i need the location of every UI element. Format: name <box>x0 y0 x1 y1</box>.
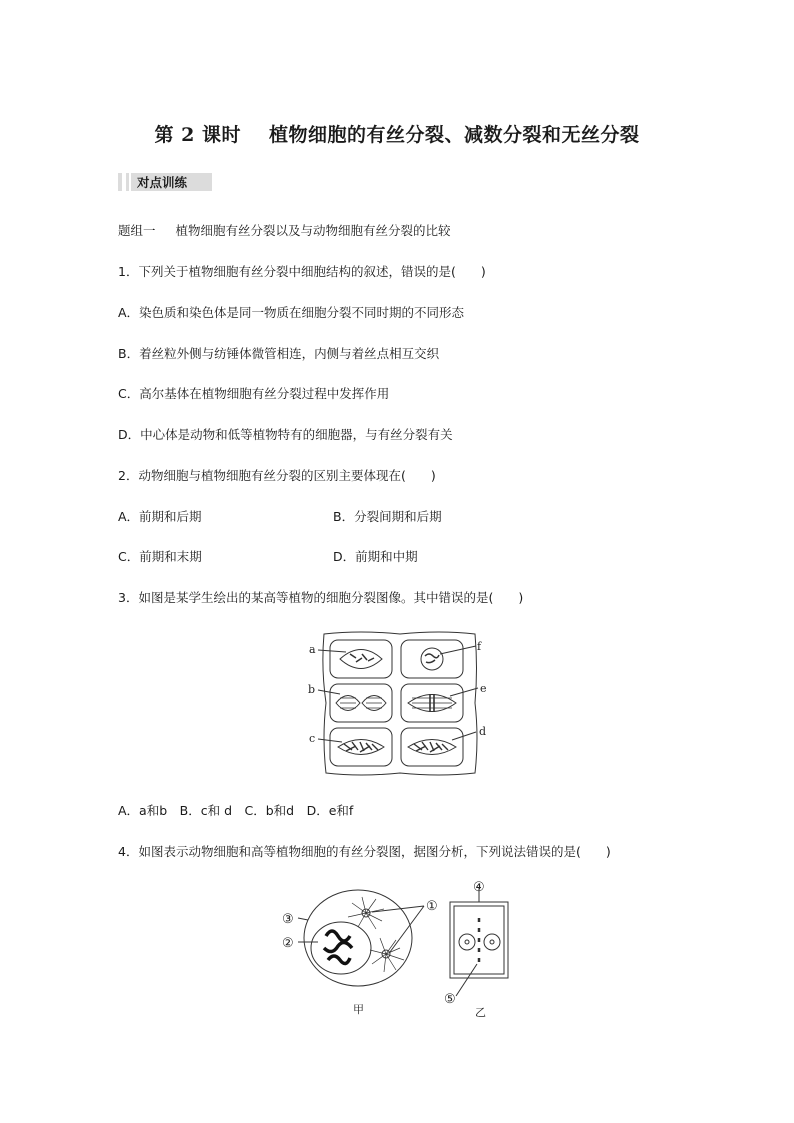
lesson-number: 第 2 课时 <box>154 124 241 146</box>
tissue-outline <box>323 632 477 775</box>
caption-yi: 乙 <box>475 1006 486 1019</box>
label-5: ⑤ <box>444 992 456 1007</box>
leader-1 <box>372 906 424 952</box>
chromosomes-a <box>350 654 374 662</box>
nucleolus-left <box>465 940 469 944</box>
animal-cell-membrane <box>304 890 412 986</box>
q4-cell-figure <box>278 878 528 1023</box>
leader-5 <box>456 964 477 996</box>
cell-c <box>330 728 392 766</box>
label-4: ④ <box>473 880 485 895</box>
q4-stem: 4．如图表示动物细胞和高等植物细胞的有丝分裂图，据图分析，下列说法错误的是( ) <box>118 844 611 859</box>
tag-stripe <box>122 173 126 191</box>
tag-stripe <box>129 173 131 191</box>
q3-stem: 3．如图是某学生绘出的某高等植物的细胞分裂图像。其中错误的是( ) <box>118 590 524 605</box>
q1-option-d: D．中心体是动物和低等植物特有的细胞器，与有丝分裂有关 <box>118 427 453 442</box>
label-a: a <box>309 643 316 656</box>
q2-option-a: A．前期和后期 <box>118 509 202 524</box>
daughter-nucleus-left <box>459 934 475 950</box>
cell-b <box>330 684 392 722</box>
q2-option-c: C．前期和末期 <box>118 549 202 564</box>
animal-cell-nucleus <box>311 922 371 974</box>
cell-f <box>401 640 463 678</box>
group-heading <box>118 221 451 239</box>
fibers-b <box>340 698 382 708</box>
label-c: c <box>309 732 316 745</box>
leader-3 <box>298 918 308 920</box>
label-3: ③ <box>282 912 294 927</box>
caption-jia: 甲 <box>353 1003 364 1016</box>
chromosomes-d <box>414 742 448 752</box>
q1-option-c: C．高尔基体在植物细胞有丝分裂过程中发挥作用 <box>118 386 390 401</box>
nucleolus-right <box>490 940 494 944</box>
chromosomes <box>324 931 352 964</box>
section-tag-label: 对点训练 <box>137 175 188 190</box>
leader-b <box>318 690 340 694</box>
spindle-c <box>338 740 384 755</box>
label-f: f <box>477 640 482 653</box>
group-text: 植物细胞有丝分裂以及与动物细胞有丝分裂的比较 <box>175 223 451 238</box>
q1-option-b: B．着丝粒外侧与纺锤体微管相连，内侧与着丝点相互交织 <box>118 346 440 361</box>
section-tag <box>118 173 212 191</box>
q3-cell-division-figure <box>300 628 500 778</box>
aster-lower <box>370 938 404 972</box>
label-1: ① <box>426 899 438 914</box>
daughter-nucleus-right <box>484 934 500 950</box>
leader-f <box>440 646 476 654</box>
q2-stem: 2．动物细胞与植物细胞有丝分裂的区别主要体现在( ) <box>118 468 436 483</box>
label-2: ② <box>282 936 294 951</box>
leader-e <box>450 688 478 696</box>
label-d: d <box>479 725 487 738</box>
q2-option-b: B．分裂间期和后期 <box>333 509 442 524</box>
q1-option-a: A．染色质和染色体是同一物质在细胞分裂不同时期的不同形态 <box>118 305 465 320</box>
q1-stem: 1．下列关于植物细胞有丝分裂中细胞结构的叙述，错误的是( ) <box>118 264 486 279</box>
page-title <box>0 120 794 147</box>
q2-option-d: D．前期和中期 <box>333 549 418 564</box>
lesson-title: 植物细胞的有丝分裂、减数分裂和无丝分裂 <box>268 124 640 146</box>
group-label: 题组一 <box>118 223 156 238</box>
nucleus-f <box>421 648 443 670</box>
chromosomes-c <box>344 742 378 752</box>
fibers-e <box>412 698 452 708</box>
leader-d <box>452 732 476 740</box>
q3-options: A．a和b B．c和 d C．b和d D．e和f <box>118 803 354 818</box>
label-e: e <box>480 682 487 695</box>
chromatin-f <box>425 654 439 663</box>
leader-a <box>318 650 346 652</box>
label-b: b <box>308 683 316 696</box>
